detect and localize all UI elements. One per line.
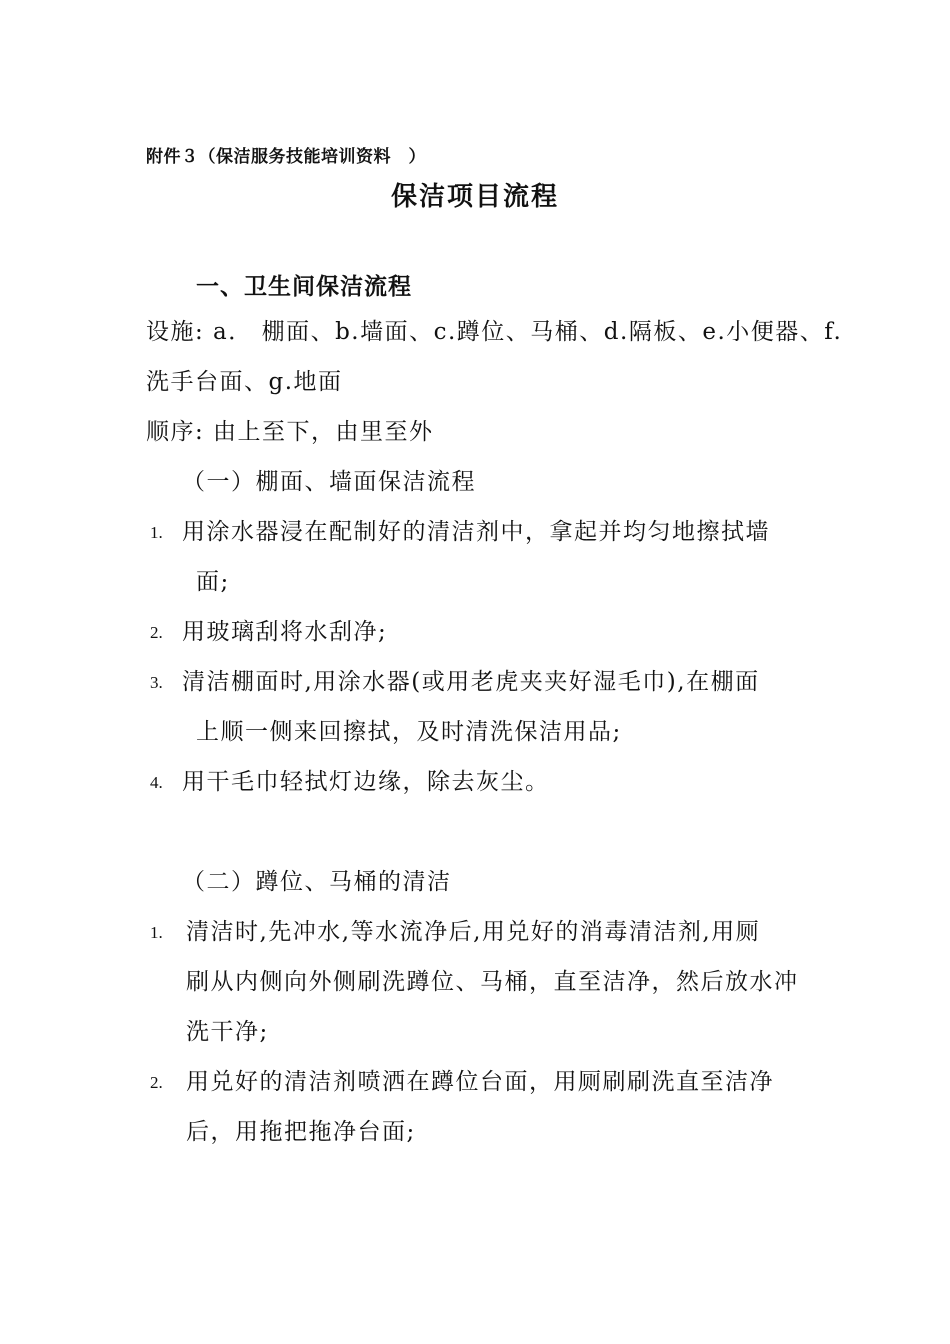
section-heading: 一、卫生间保洁流程: [196, 273, 412, 300]
list-item-text-continued: 后，用拖把拖净台面;: [186, 1119, 416, 1145]
subsection-heading: （二）蹲位、马桶的清洁: [182, 869, 452, 895]
list-item-text: 清洁棚面时,用涂水器(或用老虎夹夹好湿毛巾),在棚面: [182, 669, 760, 695]
list-item-text: 用涂水器浸在配制好的清洁剂中，拿起并均匀地擦拭墙: [182, 519, 770, 545]
attachment-note: 附件３（保洁服务技能培训资料 ）: [146, 147, 426, 167]
list-item-text-continued: 上顺一侧来回擦拭，及时清洗保洁用品;: [196, 719, 622, 745]
list-item-number: 2.: [150, 623, 163, 642]
list-item-number: 4.: [150, 773, 163, 792]
list-item-text-continued: 面;: [196, 569, 230, 595]
list-item-number: 3.: [150, 673, 163, 692]
page-title: 保洁项目流程: [390, 182, 559, 212]
list-item-text: 清洁时,先冲水,等水流净后,用兑好的消毒清洁剂,用厕: [186, 919, 761, 945]
list-item-text: 用玻璃刮将水刮净;: [182, 619, 388, 645]
list-item-text: 用干毛巾轻拭灯边缘，除去灰尘。: [182, 769, 550, 795]
list-item-text-continued: 刷从内侧向外侧刷洗蹲位、马桶，直至洁净，然后放水冲: [186, 969, 799, 995]
list-item-number: 1.: [150, 523, 163, 542]
subsection-heading: （一）棚面、墙面保洁流程: [182, 469, 476, 495]
facilities-line: 设施: a． 棚面、b.墙面、c.蹲位、马桶、d.隔板、e.小便器、f.: [146, 319, 843, 345]
facilities-line-continued: 洗手台面、g.地面: [146, 369, 343, 395]
order-line: 顺序: 由上至下，由里至外: [146, 419, 434, 445]
list-item-number: 2.: [150, 1073, 163, 1092]
list-item-text-continued: 洗干净;: [186, 1019, 269, 1045]
list-item-number: 1.: [150, 923, 163, 942]
list-item-text: 用兑好的清洁剂喷洒在蹲位台面，用厕刷刷洗直至洁净: [186, 1069, 774, 1095]
